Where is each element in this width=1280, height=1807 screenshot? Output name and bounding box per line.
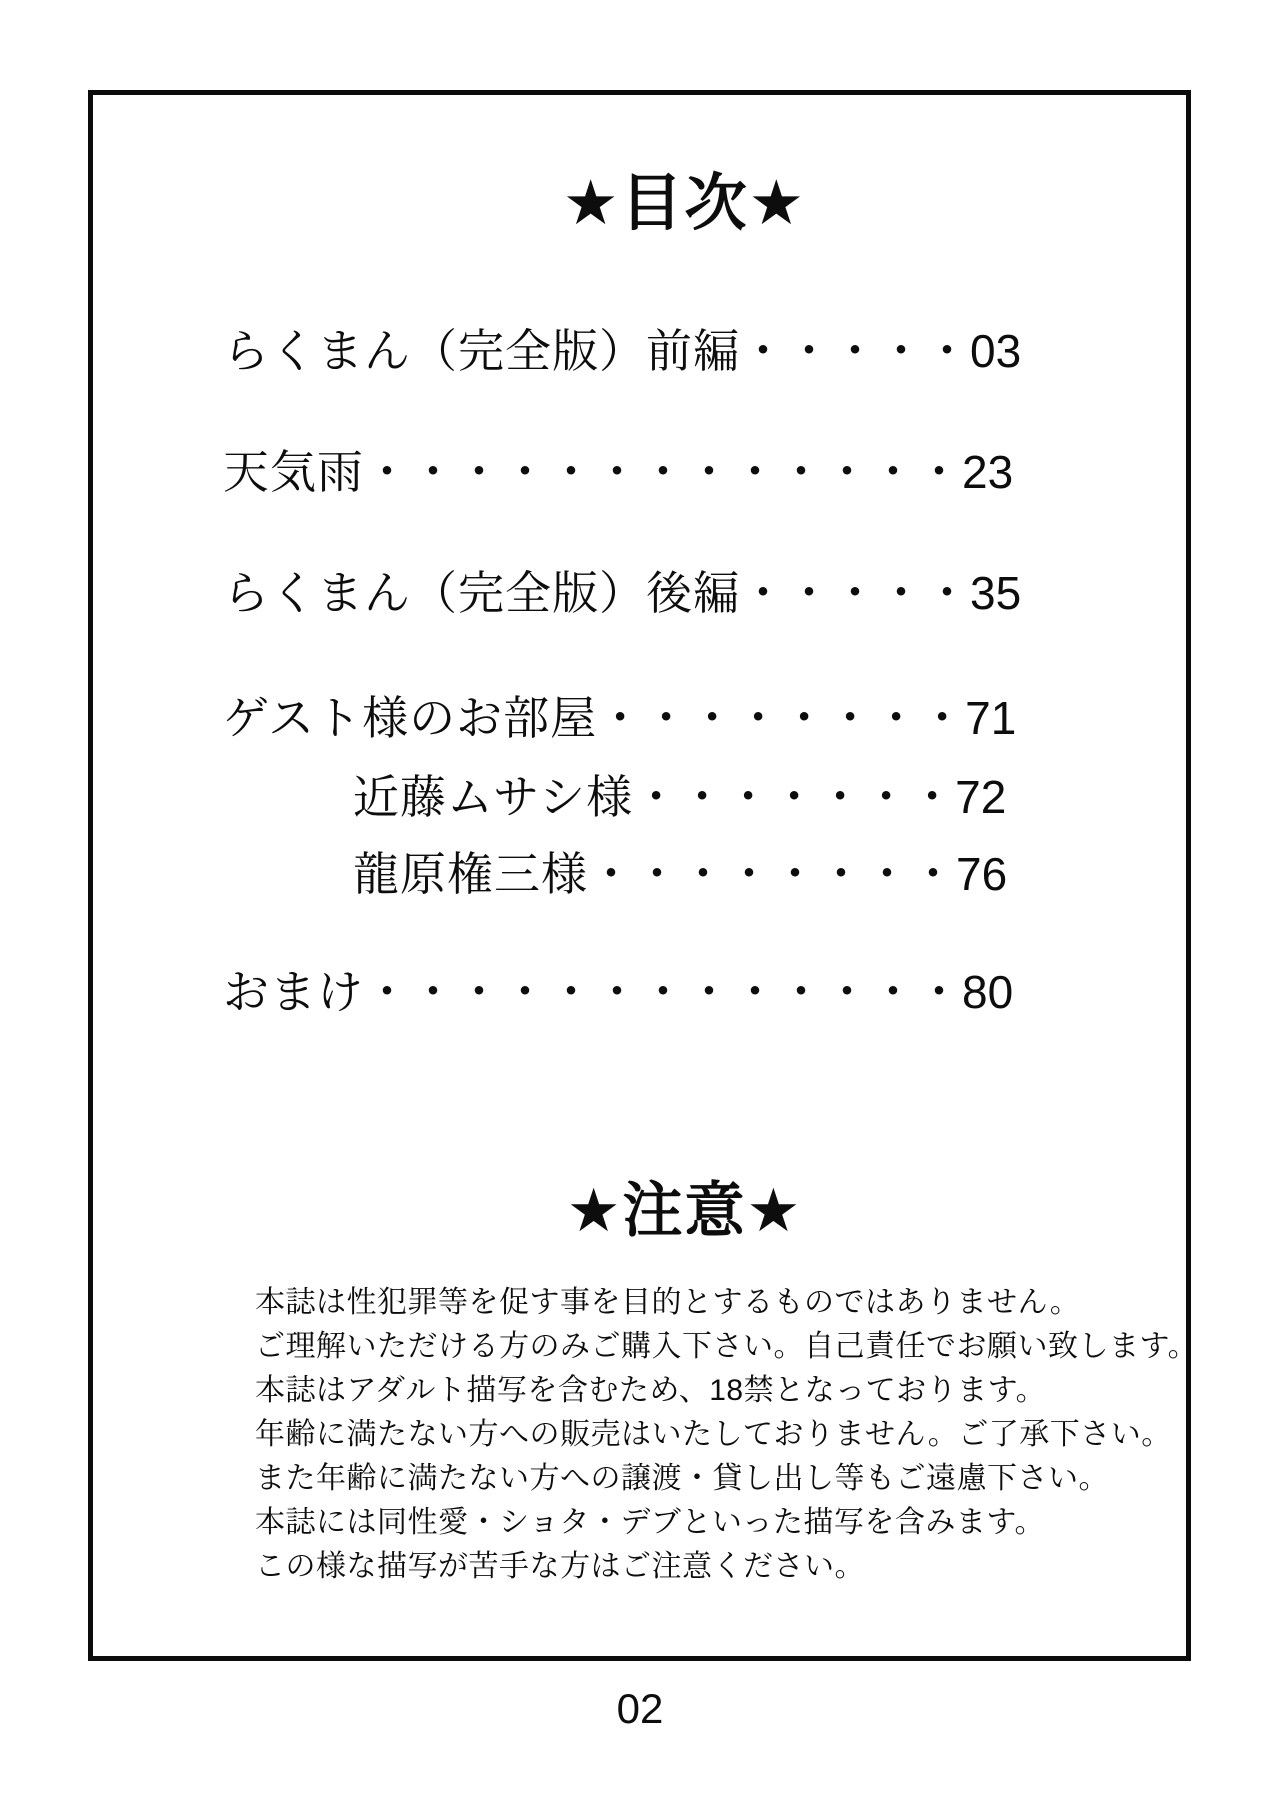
toc-entry-kondou-musashi bbox=[353, 773, 1146, 821]
toc-leader-dots: ・・・・・・・・ bbox=[597, 692, 966, 744]
toc-entry-label: ゲスト様のお部屋 bbox=[223, 692, 598, 744]
toc-leader-dots: ・・・・・・・ bbox=[633, 771, 956, 823]
toc-leader-dots: ・・・・・・・・ bbox=[588, 848, 956, 900]
notice-title: ★注意★ bbox=[566, 1177, 803, 1244]
toc-entry-label: らくまん（完全版）前編 bbox=[223, 325, 740, 377]
toc-leader-dots: ・・・・・ bbox=[740, 567, 970, 619]
page-number: 02 bbox=[616, 1685, 664, 1732]
content-border-frame bbox=[88, 90, 1199, 1661]
toc-entry-page: 23 bbox=[962, 446, 1014, 498]
notice-line: 本誌には同性愛・ショタ・デブといった描写を含みます。 bbox=[255, 1506, 1045, 1539]
notice-line: この様な描写が苦手な方はご注意ください。 bbox=[255, 1550, 865, 1583]
toc-list bbox=[223, 327, 1146, 1016]
toc-entry-page: 35 bbox=[970, 567, 1022, 619]
toc-leader-dots: ・・・・・ bbox=[740, 325, 970, 377]
toc-entry-guest-room bbox=[223, 694, 1146, 742]
toc-entry-rakuman-kouhen bbox=[223, 569, 1146, 617]
toc-entry-page: 76 bbox=[956, 848, 1008, 900]
toc-entry-tenkiame bbox=[223, 448, 1146, 496]
toc-entry-omake bbox=[223, 968, 1146, 1016]
notice-line: 年齢に満たない方への販売はいたしておりません。ご了承下さい。 bbox=[255, 1418, 1172, 1451]
toc-leader-dots: ・・・・・・・・・・・・・ bbox=[364, 446, 962, 498]
notice-line: 本誌はアダルト描写を含むため、18禁となっております。 bbox=[255, 1374, 1047, 1407]
toc-entry-page: 71 bbox=[965, 692, 1017, 744]
toc-entry-label: 近藤ムサシ様 bbox=[353, 771, 634, 823]
toc-entry-page: 72 bbox=[955, 771, 1007, 823]
toc-title: ★目次★ bbox=[562, 169, 807, 238]
toc-leader-dots: ・・・・・・・・・・・・・ bbox=[364, 966, 962, 1018]
notice-line: 本誌は性犯罪等を促す事を目的とするものではありません。 bbox=[255, 1286, 1081, 1319]
toc-entry-rakuman-zenpen bbox=[223, 327, 1146, 375]
toc-entry-label: らくまん（完全版）後編 bbox=[223, 567, 740, 619]
toc-entry-label: 天気雨 bbox=[223, 446, 364, 498]
toc-entry-label: 龍原権三様 bbox=[353, 848, 588, 900]
toc-entry-tatsuhara-gonzou bbox=[353, 850, 1146, 898]
notice-line: また年齢に満たない方への譲渡・貸し出し等もご遠慮下さい。 bbox=[255, 1462, 1109, 1495]
toc-entry-page: 03 bbox=[970, 325, 1022, 377]
toc-entry-page: 80 bbox=[962, 966, 1014, 1018]
toc-entry-label: おまけ bbox=[223, 966, 364, 1018]
notice-text-block bbox=[255, 1281, 1199, 1589]
notice-line: ご理解いただける方のみご購入下さい。自己責任でお願い致します。 bbox=[255, 1330, 1199, 1363]
